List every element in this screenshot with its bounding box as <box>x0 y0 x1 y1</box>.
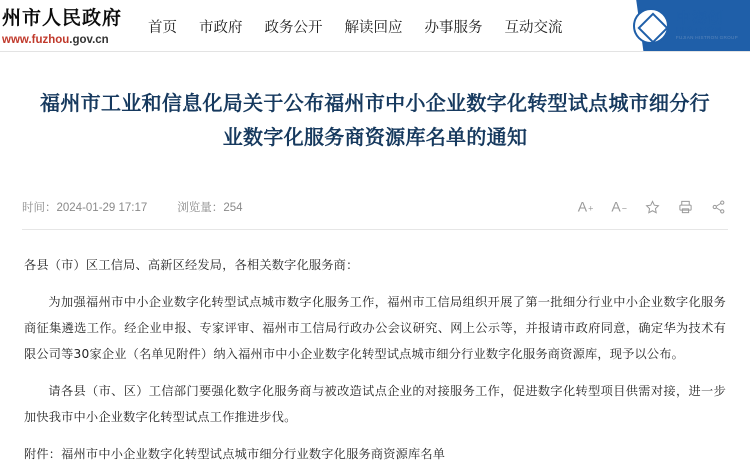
partner-logo-text <box>675 8 738 42</box>
printer-icon <box>678 199 693 214</box>
site-title: 州市人民政府 <box>2 7 123 29</box>
share-icon <box>711 199 726 214</box>
share-button[interactable] <box>711 199 726 214</box>
nav-affairs-open[interactable]: 政务公开 <box>264 19 323 36</box>
document-title-wrap <box>0 52 750 154</box>
font-increase-label: A <box>577 198 588 215</box>
body-paragraph-recipients: 各县（市）区工信局、高新区经发局，各相关数字化服务商： <box>24 258 359 272</box>
view-count-value: 254 <box>223 201 243 214</box>
partner-logo-cn: 中海创 <box>675 8 724 27</box>
document-meta <box>22 199 243 215</box>
font-decrease-button[interactable] <box>611 200 627 214</box>
histron-logo-icon <box>633 8 669 44</box>
body-paragraph-1: 为加强福州市中小企业数字化转型试点城市数字化服务工作，福州市工信局组织开展了第一批细分行业中小企业数字化服务商征集遴选工作。经企业申报、专家评审、福州市工信局行政办公会议研究、网上公示等，并报请市政府同意，确定华为技术有限公司等30家企业（名单见附件）纳入福州市中小企业数字化转型试点城市细分行业数字化服务商资源库，现予以公布。 <box>24 295 726 361</box>
favorite-button[interactable] <box>645 199 660 214</box>
publish-time <box>22 199 147 215</box>
partner-logo-en: HISTRON <box>675 25 723 37</box>
site-domain-suffix: .gov.cn <box>69 34 109 46</box>
site-domain-prefix: www. <box>2 34 32 46</box>
partner-logo[interactable] <box>633 5 738 47</box>
view-count <box>177 199 242 215</box>
nav-interpretation[interactable]: 解读回应 <box>344 19 403 36</box>
nav-interaction[interactable]: 互动交流 <box>504 19 563 36</box>
page-title: 福州市工业和信息化局关于公布福州市中小企业数字化转型试点城市细分行业数字化服务商资源库名单的通知 <box>40 91 710 149</box>
site-header <box>0 0 750 52</box>
font-increase-button[interactable] <box>578 200 594 214</box>
partner-logo-en2: FUJIAN HISTRON GROUP <box>675 35 738 41</box>
nav-home[interactable]: 首页 <box>148 19 177 36</box>
body-paragraph-attachment: 附件：福州市中小企业数字化转型试点城市细分行业数字化服务商资源库名单 <box>24 447 446 461</box>
font-decrease-sup: − <box>621 203 627 214</box>
print-button[interactable] <box>678 199 693 214</box>
document-meta-bar <box>22 184 728 230</box>
font-decrease-label: A <box>611 198 621 215</box>
document-body <box>0 230 750 467</box>
site-domain-main: fuzhou <box>31 34 70 46</box>
nav-services[interactable]: 办事服务 <box>424 19 483 36</box>
publish-time-value: 2024-01-29 17:17 <box>56 201 148 214</box>
view-count-label: 浏览量： <box>177 201 224 214</box>
nav-government[interactable]: 市政府 <box>199 19 243 36</box>
main-navigation <box>148 0 563 52</box>
publish-time-label: 时间： <box>22 201 57 214</box>
site-branding[interactable] <box>0 0 138 52</box>
body-paragraph-2: 请各县（市、区）工信部门要强化数字化服务商与被改造试点企业的对接服务工作，促进数字化转型项目供需对接，进一步加快我市中小企业数字化转型试点工作推进步伐。 <box>24 384 726 424</box>
font-increase-sup: + <box>588 203 594 214</box>
document-action-bar <box>578 199 726 214</box>
star-icon <box>645 199 660 214</box>
site-domain <box>2 33 138 47</box>
